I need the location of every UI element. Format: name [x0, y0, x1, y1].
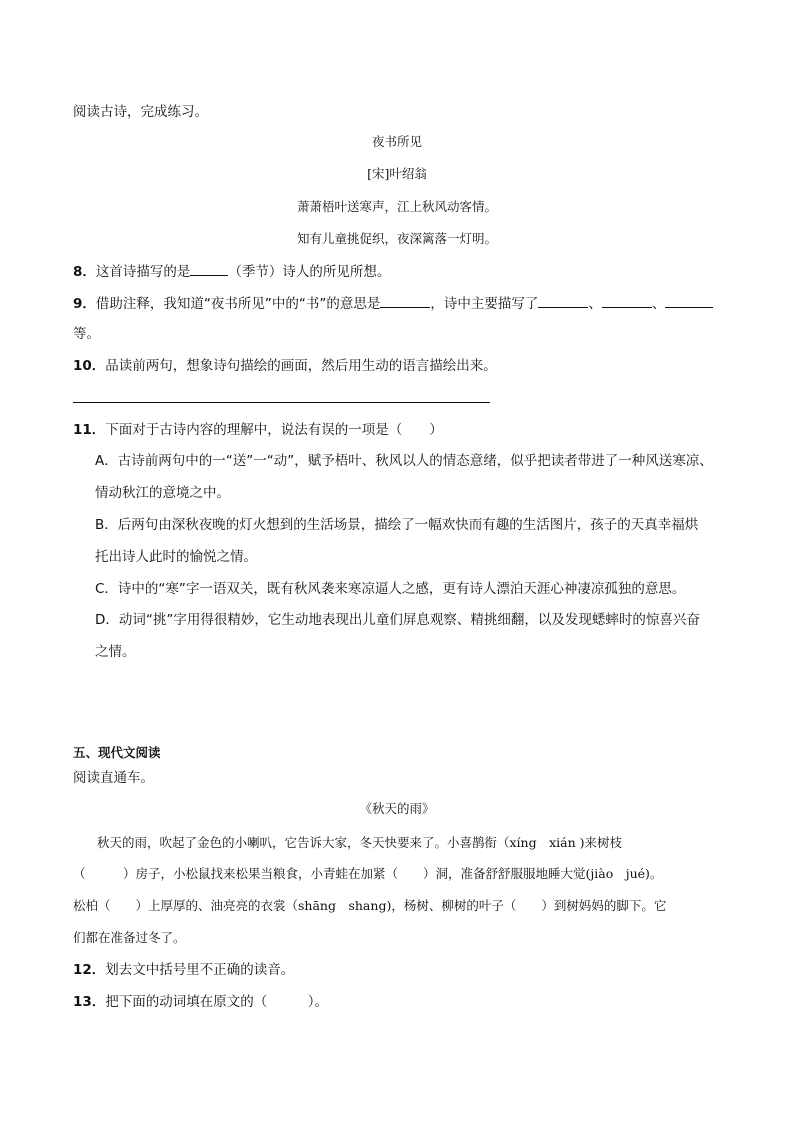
question-text: 划去文中括号里不正确的读音。 [105, 962, 295, 978]
question-number: 9． [73, 296, 96, 312]
separator: 、 [651, 296, 666, 312]
option-b-cont: 托出诗人此时的愉悦之情。 [95, 549, 257, 565]
question-number: 10． [73, 358, 106, 374]
question-number: 8． [73, 264, 96, 280]
poem-line-2: 知有儿童挑促织，夜深篱落一灯明。 [296, 231, 497, 246]
separator: 、 [588, 296, 602, 312]
answer-line[interactable] [73, 402, 490, 403]
question-text: 借助注释，我知道“夜书所见”中的“书”的意思是 [95, 296, 381, 312]
question-number: 13． [73, 994, 106, 1010]
question-number: 11． [73, 422, 106, 438]
section-heading: 五、现代文阅读 [73, 745, 161, 760]
passage-line-3: 松柏（ ）上厚厚的、油亮亮的衣裳（shāng shang)，杨树、柳树的叶子（ ）到树妈妈的脚下。它 [73, 898, 667, 913]
poem-author: [宋]叶绍翁 [367, 166, 427, 181]
question-text: 品读前两句，想象诗句描绘的画面，然后用生动的语言描绘出来。 [105, 358, 497, 374]
poem-line-1: 萧萧梧叶送寒声，江上秋风动客情。 [296, 199, 497, 214]
question-10 [73, 356, 497, 376]
option-a-cont: 情动秋江的意境之中。 [95, 485, 230, 501]
passage-line-4: 们都在准备过冬了。 [73, 930, 186, 945]
answer-blank[interactable] [380, 293, 430, 308]
question-text: 这首诗描写的是 [95, 264, 191, 280]
reading-intro: 阅读古诗，完成练习。 [73, 104, 208, 120]
answer-blank[interactable] [190, 261, 228, 276]
question-9 [73, 293, 713, 314]
question-9-cont: 等。 [73, 326, 100, 342]
question-number: 12． [73, 962, 106, 978]
question-text: 下面对于古诗内容的理解中，说法有误的一项是（ ） [105, 422, 443, 438]
answer-blank[interactable] [538, 293, 588, 308]
section-intro: 阅读直通车。 [73, 770, 154, 786]
option-c[interactable]: C．诗中的“寒”字一语双关，既有秋风袭来寒凉逼人之感，更有诗人漂泊天涯心神凄凉孤独的意思。 [95, 581, 686, 597]
option-a[interactable]: A．古诗前两句中的一“送”一“动”，赋予梧叶、秋风以人的情态意绪，似乎把读者带进了一种风送寒凉、 [95, 453, 713, 469]
option-b[interactable]: B．后两句由深秋夜晚的灯火想到的生活场景，描绘了一幅欢快而有趣的生活图片，孩子的天真幸福烘 [95, 517, 699, 533]
passage-line-2: （ ）房子，小松鼠找来松果当粮食，小青蛙在加紧（ ）洞，准备舒舒服服地睡大觉(jiào jué)。 [73, 866, 663, 881]
answer-blank[interactable] [602, 293, 652, 308]
option-d-cont: 之情。 [95, 644, 136, 660]
poem-title: 夜书所见 [371, 134, 422, 149]
question-text: ，诗中主要描写了 [430, 296, 539, 312]
question-13 [73, 992, 328, 1012]
question-text: （季节）诗人的所见所想。 [228, 264, 391, 280]
answer-blank[interactable] [665, 293, 713, 308]
question-12 [73, 960, 294, 980]
option-d[interactable]: D．动词“挑”字用得很精妙，它生动地表现出儿童们屏息观察、精挑细翻，以及发现蟋蟀时的惊喜兴奋 [95, 612, 700, 628]
question-8 [73, 261, 390, 282]
question-text: 把下面的动词填在原文的（ ）。 [105, 994, 329, 1010]
passage-title: 《秋天的雨》 [359, 801, 435, 816]
question-11 [73, 420, 443, 440]
passage-line-1: 秋天的雨，吹起了金色的小喇叭，它告诉大家，冬天快要来了。小喜鹊衔（xíng xián )来树枝 [97, 835, 623, 850]
